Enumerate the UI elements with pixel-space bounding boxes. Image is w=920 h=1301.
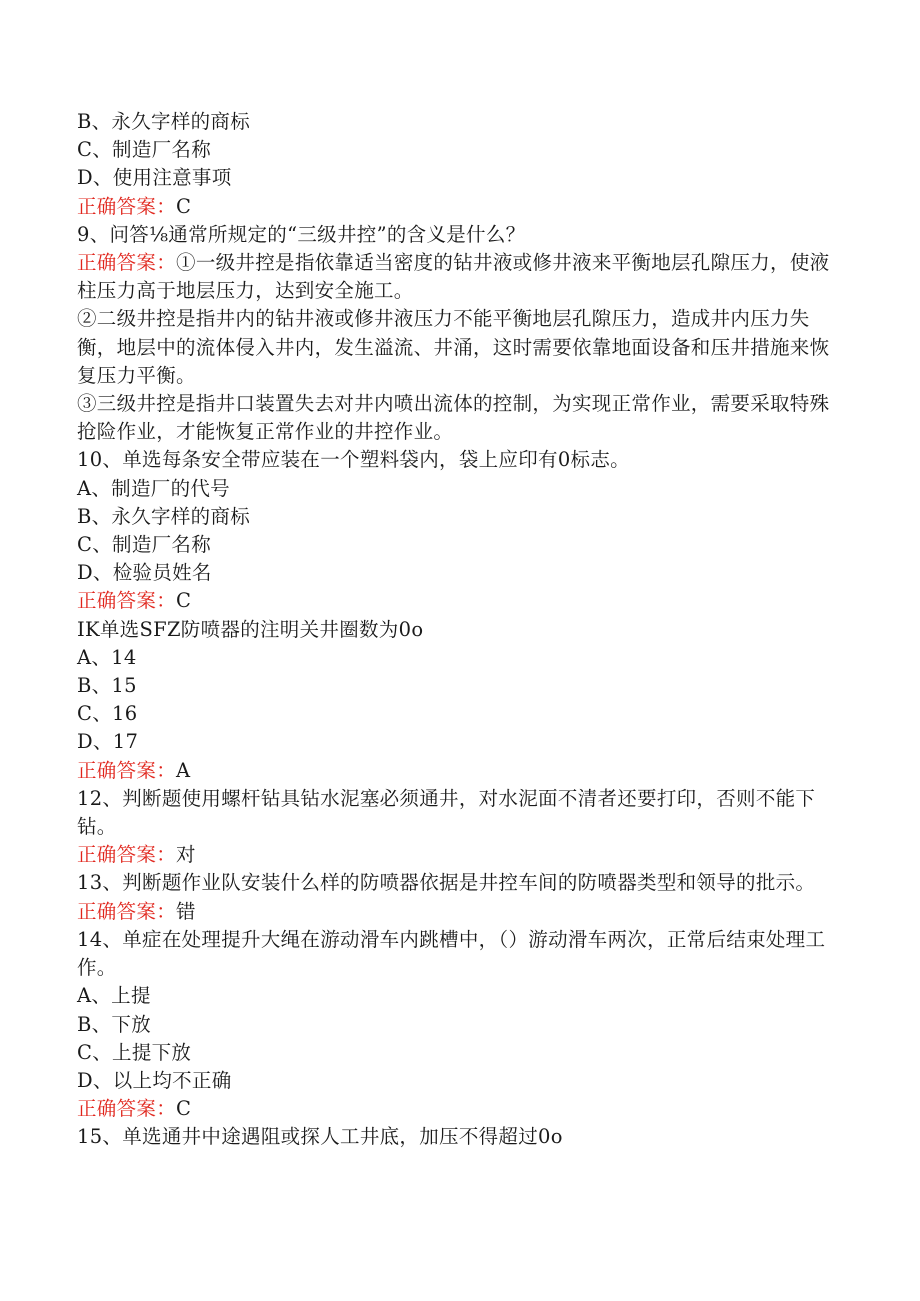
- text-line: C、16: [77, 702, 138, 726]
- answer-label: 正确答案：: [77, 251, 177, 275]
- text-line: IK单选SFZ防喷器的注明关井圈数为0o: [77, 617, 424, 641]
- text-line: 10、单选每条安全带应装在一个塑料袋内，袋上应印有0标志。: [77, 448, 630, 472]
- text-line: ③三级井控是指井口装置失去对井内喷出流体的控制，为实现正常作业，需要采取特殊抢险作业，才能恢复正常作业的井控作业。: [77, 392, 830, 444]
- text-line: D、使用注意事项: [77, 166, 232, 190]
- answer-line: [77, 757, 847, 785]
- text-line: B、永久字样的商标: [77, 504, 251, 528]
- answer-value: ①一级井控是指依靠适当密度的钻井液或修井液来平衡地层孔隙压力，使液柱压力高于地层压力，达到安全施工。: [77, 251, 830, 303]
- text-line: A、14: [77, 645, 137, 669]
- answer-label: 正确答案：: [77, 194, 177, 218]
- text-line: 9、问答⅛通常所规定的“三级井控”的含义是什么？: [77, 222, 526, 246]
- text-line: A、上提: [77, 984, 151, 1008]
- text-line: B、下放: [77, 1012, 152, 1036]
- answer-line: [77, 841, 847, 869]
- text-line: 14、单症在处理提升大绳在游动滑车内跳槽中，（）游动滑车两次，正常后结束处理工作。: [77, 927, 826, 980]
- answer-label: 正确答案：: [77, 589, 177, 613]
- text-line: C、制造厂名称: [77, 138, 212, 162]
- answer-line: [77, 587, 847, 615]
- text-line: D、17: [77, 730, 139, 754]
- answer-label: 正确答案：: [77, 758, 177, 782]
- text-line: 12、判断题使用螺杆钻具钻水泥塞必须通井，对水泥面不清者还要打印，否则不能下钻。: [77, 786, 816, 839]
- answer-line: [77, 1095, 847, 1123]
- text-line: C、上提下放: [77, 1040, 192, 1064]
- text-line: A、制造厂的代号: [77, 476, 230, 500]
- answer-value: A: [176, 758, 191, 782]
- answer-value: 错: [176, 899, 196, 923]
- answer-line: [77, 249, 847, 305]
- answer-label: 正确答案：: [77, 1097, 177, 1121]
- text-line: B、15: [77, 674, 137, 698]
- text-line: 15、单选通井中途遇阻或探人工井底，加压不得超过0o: [77, 1125, 563, 1149]
- answer-value: C: [176, 1097, 192, 1121]
- answer-label: 正确答案：: [77, 899, 177, 923]
- answer-label: 正确答案：: [77, 843, 177, 867]
- text-line: D、以上均不正确: [77, 1068, 232, 1092]
- answer-value: 对: [176, 843, 196, 867]
- answer-line: [77, 193, 847, 221]
- answer-value: C: [176, 194, 192, 218]
- text-line: D、检验员姓名: [77, 561, 212, 585]
- text-line: 13、判断题作业队安装什么样的防喷器依据是井控车间的防喷器类型和领导的批示。: [77, 871, 816, 895]
- document-body: [77, 108, 847, 1152]
- text-line: ②二级井控是指井内的钻井液或修井液压力不能平衡地层孔隙压力，造成井内压力失衡，地层中的流体侵入井内，发生溢流、井涌，这时需要依靠地面设备和压井措施来恢复压力平衡。: [77, 307, 830, 387]
- answer-value: C: [176, 589, 192, 613]
- text-line: C、制造厂名称: [77, 533, 212, 557]
- answer-line: [77, 898, 847, 926]
- text-line: B、永久字样的商标: [77, 110, 251, 133]
